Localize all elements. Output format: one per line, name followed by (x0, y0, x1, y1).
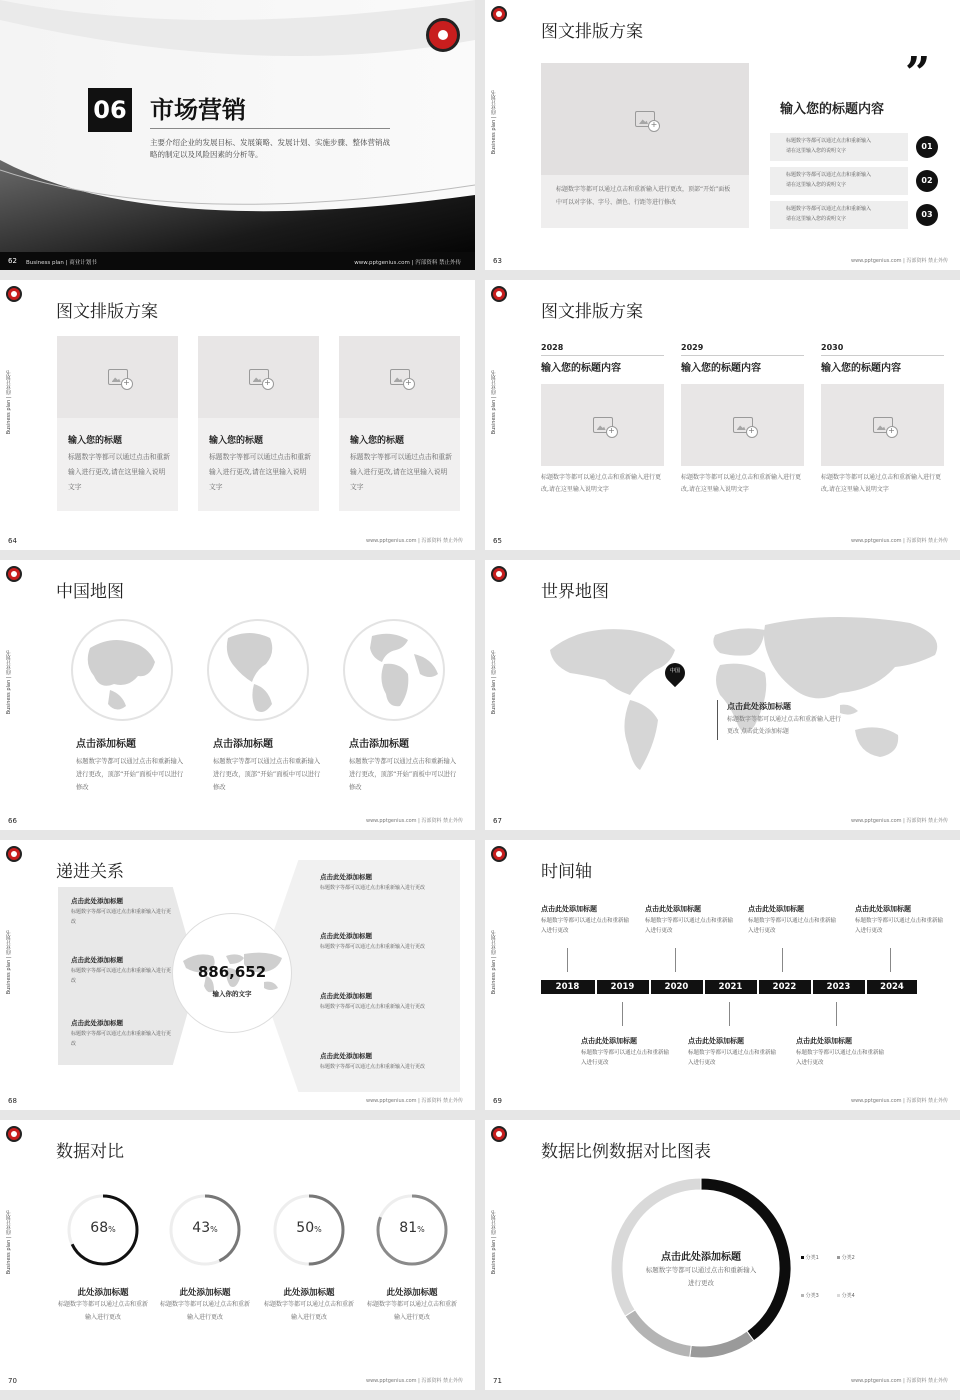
image-placeholder (541, 384, 664, 466)
image-placeholder (681, 384, 804, 466)
brand-logo (491, 846, 507, 862)
progress-item: 43% 此处添加标题 标题数字等都可以通过点击和重新输入进行更改 (160, 1190, 250, 1324)
timeline-event: 点击此处添加标题 标题数字等都可以通过点击和重新输入进行更改 (541, 905, 630, 934)
slide-65 (485, 280, 960, 550)
quote-mark-icon: ” (905, 48, 931, 99)
left-item: 点击此处添加标题 标题数字等都可以通过点击和重新输入进行更改 (71, 956, 172, 984)
footer-text: www.pptgenius.com | 泻部资料 禁止外传 (850, 1378, 948, 1384)
timeline-year: 2019 (595, 980, 648, 994)
timeline-year: 2018 (555, 982, 580, 992)
brand-logo (6, 846, 22, 862)
slide-69 (485, 840, 960, 1110)
legend-item: 分类2 (837, 1254, 855, 1261)
list-item: 标题数字等都可以通过点击和重新输入 请在这里输入您的说明文字 01 (770, 133, 940, 167)
slide-title: 中国地图 (56, 582, 124, 602)
timeline-event: 点击此处添加标题 标题数字等都可以通过点击和重新输入进行更改 (688, 1037, 777, 1066)
highlight-caption: 输入你的文字 (212, 990, 252, 998)
side-label: Business plan | 商业计划书 (491, 930, 497, 995)
slide-66 (0, 560, 475, 830)
legend-item: 分类1 (801, 1254, 831, 1261)
callout-line (717, 700, 718, 740)
pin-label: 中国 (669, 668, 680, 674)
brand-logo (491, 566, 507, 582)
timeline-event: 点击此处添加标题 标题数字等都可以通过点击和重新输入进行更改 (748, 905, 837, 934)
slide-title: 图文排版方案 (541, 302, 643, 322)
connector-line (622, 1002, 623, 1026)
progress-value: 50% (296, 1220, 322, 1236)
slide-title: 数据对比 (56, 1142, 124, 1162)
brand-logo (426, 18, 460, 52)
side-label: Business plan | 商业计划书 (491, 650, 497, 715)
image-icon (635, 111, 655, 127)
number-badge: 01 (916, 136, 938, 158)
timeline-event: 点击此处添加标题 标题数字等都可以通过点击和重新输入进行更改 (855, 905, 944, 934)
footer-text: www.pptgenius.com | 泻部资料 禁止外传 (850, 258, 948, 264)
image-icon (390, 369, 410, 385)
side-label: Business plan | 商业计划书 (6, 930, 12, 995)
progress-value: 68% (90, 1220, 116, 1236)
slide-title: 世界地图 (541, 582, 609, 602)
slide-71 (485, 1120, 960, 1390)
column: 2029 输入您的标题内容 + 标题数字等都可以通过点击和重新输入进行更改,请在这里输入说明文字 (681, 343, 804, 496)
footer-text: www.pptgenius.com | 泻部资料 禁止外传 (850, 818, 948, 824)
progress-value: 43% (192, 1220, 218, 1236)
chart-center-text: 标题数字等都可以通过点击和重新输入进行更改 (645, 1266, 757, 1287)
timeline-event: 点击此处添加标题 标题数字等都可以通过点击和重新输入进行更改 (645, 905, 734, 934)
right-item: 点击此处添加标题 标题数字等都可以通过点击和重新输入进行更改 (320, 873, 426, 891)
image-icon (733, 417, 753, 433)
progress-item: 68% 此处添加标题 标题数字等都可以通过点击和重新输入进行更改 (58, 1190, 148, 1324)
side-label: Business plan | 商业计划书 (491, 90, 497, 155)
column: 点击添加标题 标题数字等都可以通过点击和重新输入进行更改，顶部“开始”面板中可以进行修改 (349, 739, 457, 791)
globe-icon (342, 618, 447, 723)
page-number: 69 (493, 1097, 502, 1105)
right-item: 点击此处添加标题 标题数字等都可以通过点击和重新输入进行更改 (320, 1052, 426, 1070)
footer-text: www.pptgenius.com | 泻部资料 禁止外传 (365, 538, 463, 544)
slide-67 (485, 560, 960, 830)
image-icon (249, 369, 269, 385)
image-icon (108, 369, 128, 385)
right-item: 点击此处添加标题 标题数字等都可以通过点击和重新输入进行更改 (320, 932, 426, 950)
page-number: 68 (8, 1097, 17, 1105)
section-description: 主要介绍企业的发展目标、发展策略、发展计划、实施步骤、整体营销战略的制定以及风险因素的分析等。 (150, 138, 390, 159)
right-item: 点击此处添加标题 标题数字等都可以通过点击和重新输入进行更改 (320, 992, 426, 1010)
brand-logo (6, 1126, 22, 1142)
cover-background (0, 0, 475, 270)
side-label: Business plan | 商业计划书 (6, 370, 12, 435)
left-item: 点击此处添加标题 标题数字等都可以通过点击和重新输入进行更改 (71, 1019, 172, 1047)
page-number: 65 (493, 537, 502, 545)
progress-value: 81% (399, 1220, 425, 1236)
slide-title: 图文排版方案 (56, 302, 158, 322)
timeline-event: 点击此处添加标题 标题数字等都可以通过点击和重新输入进行更改 (796, 1037, 885, 1066)
image-placeholder (57, 336, 178, 418)
image-placeholder (198, 336, 319, 418)
image-placeholder (339, 336, 460, 418)
brand-logo (491, 6, 507, 22)
footer-text: www.pptgenius.com | 泻部资料 禁止外传 (365, 818, 463, 824)
globe-icon (70, 618, 175, 723)
timeline-year: 2024 (865, 980, 917, 994)
side-label: Business plan | 商业计划书 (491, 370, 497, 435)
progress-item: 50% 此处添加标题 标题数字等都可以通过点击和重新输入进行更改 (264, 1190, 354, 1324)
world-map (540, 595, 950, 785)
footer-text: www.pptgenius.com | 泻部资料 禁止外传 (850, 538, 948, 544)
chart-center-title: 点击此处添加标题 (661, 1252, 741, 1263)
brand-logo (6, 286, 22, 302)
page-number: 67 (493, 817, 502, 825)
brand-logo (491, 286, 507, 302)
card: + 输入您的标题 标题数字等都可以通过点击和重新输入进行更改,请在这里输入说明文字 (57, 336, 178, 511)
page-number: 66 (8, 817, 17, 825)
footer-text: www.pptgenius.com | 泻部资料 禁止外传 (365, 1378, 463, 1384)
donut-slice-3 (625, 1310, 691, 1357)
page-number: 63 (493, 257, 502, 265)
column: 点击添加标题 标题数字等都可以通过点击和重新输入进行更改，顶部“开始”面板中可以进行修改 (213, 739, 321, 791)
image-placeholder (821, 384, 944, 466)
page-number: 71 (493, 1377, 502, 1385)
column: 2028 输入您的标题内容 + 标题数字等都可以通过点击和重新输入进行更改,请在这里输入说明文字 (541, 343, 664, 496)
brand-logo (6, 566, 22, 582)
content-heading: 输入您的标题内容 (780, 102, 885, 117)
image-icon (873, 417, 893, 433)
slide-64 (0, 280, 475, 550)
footer-left: Business plan | 商业计划书 (26, 260, 97, 266)
timeline-year: 2021 (703, 980, 756, 994)
connector-line (782, 948, 783, 972)
timeline-event: 点击此处添加标题 标题数字等都可以通过点击和重新输入进行更改 (581, 1037, 670, 1066)
connector-line (675, 948, 676, 972)
timeline-year: 2020 (649, 980, 702, 994)
section-number: 06 (88, 88, 132, 132)
slide-title: 数据比例数据对比图表 (541, 1142, 711, 1162)
callout-title: 点击此处添加标题 (727, 702, 791, 711)
legend-item: 分类3 (801, 1292, 831, 1299)
globe-icon (206, 618, 311, 723)
section-title: 市场营销 (150, 96, 246, 124)
footer-right: www.pptgenius.com | 泻部资料 禁止外传 (354, 260, 461, 266)
timeline-year: 2023 (811, 980, 864, 994)
connector-line (890, 948, 891, 972)
callout-text: 标题数字等都可以通过点击和重新输入进行更改 点击此处添加标题 (727, 716, 842, 735)
slide-title: 时间轴 (541, 862, 592, 882)
column: 点击添加标题 标题数字等都可以通过点击和重新输入进行更改，顶部“开始”面板中可以进行修改 (76, 739, 184, 791)
slide-62 (0, 0, 475, 270)
title-underline (150, 128, 390, 129)
number-badge: 03 (916, 204, 938, 226)
chart-legend (801, 1254, 871, 1299)
image-icon (593, 417, 613, 433)
left-item: 点击此处添加标题 标题数字等都可以通过点击和重新输入进行更改 (71, 897, 172, 925)
slide-63 (485, 0, 960, 270)
connector-line (836, 1002, 837, 1026)
legend-item: 分类4 (837, 1292, 855, 1299)
side-label: Business plan | 商业计划书 (491, 1210, 497, 1275)
slide-68 (0, 840, 475, 1110)
timeline-year: 2022 (757, 980, 810, 994)
page-number: 70 (8, 1377, 17, 1385)
connector-line (729, 1002, 730, 1026)
card: + 输入您的标题 标题数字等都可以通过点击和重新输入进行更改,请在这里输入说明文字 (198, 336, 319, 511)
page-number: 62 (8, 257, 17, 265)
connector-line (567, 948, 568, 972)
brand-logo (491, 1126, 507, 1142)
side-label: Business plan | 商业计划书 (6, 1210, 12, 1275)
list-item: 标题数字等都可以通过点击和重新输入 请在这里输入您的说明文字 02 (770, 167, 940, 201)
image-placeholder (541, 63, 749, 228)
column: 2030 输入您的标题内容 + 标题数字等都可以通过点击和重新输入进行更改,请在这里输入说明文字 (821, 343, 944, 496)
side-label: Business plan | 商业计划书 (6, 650, 12, 715)
slide-title: 图文排版方案 (541, 22, 643, 42)
list-item: 标题数字等都可以通过点击和重新输入 请在这里输入您的说明文字 03 (770, 201, 940, 235)
page-number: 64 (8, 537, 17, 545)
highlight-number: 886,652 (197, 963, 267, 981)
card: + 输入您的标题 标题数字等都可以通过点击和重新输入进行更改,请在这里输入说明文字 (339, 336, 460, 511)
number-badge: 02 (916, 170, 938, 192)
progress-item: 81% 此处添加标题 标题数字等都可以通过点击和重新输入进行更改 (367, 1190, 457, 1324)
footer-text: www.pptgenius.com | 泻部资料 禁止外传 (850, 1098, 948, 1104)
footer-text: www.pptgenius.com | 泻部资料 禁止外传 (365, 1098, 463, 1104)
slide-title: 递进关系 (56, 862, 124, 882)
slide-70 (0, 1120, 475, 1390)
image-caption: 标题数字等都可以通过点击和重新输入进行更改，顶部“开始”面板中可以对字体、字号、颜色、行距等进行修改 (556, 186, 731, 206)
donut-slice-2 (690, 1331, 754, 1358)
numbered-list (770, 133, 940, 235)
